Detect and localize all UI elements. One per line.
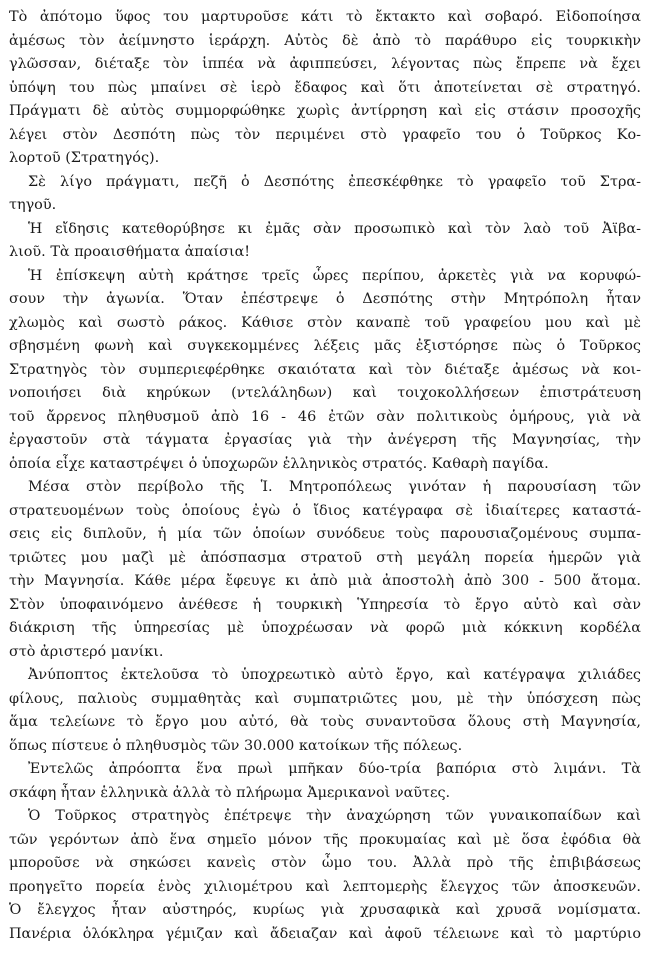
text-line: Πανέρια ὁλόκληρα γέμιζαν καὶ ἄδειαζαν καὶ ἀφοῦ τέλειωνε καὶ τὸ μαρτύριο xyxy=(9,925,641,942)
text-line: στὸ ἀριστερό μανίκι. xyxy=(9,643,164,660)
text-line: τοῦ ἄρρενος πληθυσμοῦ ἀπὸ 16 - 46 ἐτῶν σὰν πολιτικοὺς ὁμήρους, γιὰ νὰ xyxy=(9,408,641,425)
paragraph xyxy=(9,758,641,805)
text-line: σκάφη ἦταν ἑλληνικὰ ἀλλὰ τὸ πλήρωμα Ἀμερικανοὶ ναῦτες. xyxy=(9,784,451,801)
text-line: τῶν γερόντων ἀπὸ ἕνα σημεῖο μόνον τῆς προκυμαίας καὶ μὲ ὅσα ἐφόδια θὰ xyxy=(9,831,641,848)
text-line: λέγει στὸν Δεσπότη πὼς τὸν περιμένει στὸ γραφεῖο του ὁ Τοῦρκος Κο- xyxy=(9,126,641,143)
text-line: Ἐντελῶς ἀπρόοπτα ἕνα πρωὶ μπῆκαν δύο-τρία βαπόρια στὸ λιμάνι. Τὰ xyxy=(28,761,641,777)
text-line: Ἡ εἴδησις κατεθορύβησε κι ἐμᾶς σὰν προσωπικὸ καὶ τὸν λαὸ τοῦ Ἀϊβα- xyxy=(28,220,641,237)
text-line: ὁποία εἶχε καταστρέψει ὁ ὑποχωρῶν ἑλληνικὸς στρατός. Καθαρὴ παγίδα. xyxy=(9,455,549,472)
text-line: Πράγματι δὲ αὐτὸς συμμορφώθηκε χωρὶς ἀντίρρηση καὶ εἰς στάσιν προσοχῆς xyxy=(9,103,641,119)
text-line: Ὁ ἔλεγχος ἦταν αὐστηρός, κυρίως γιὰ χρυσαφικὰ καὶ χρυσᾶ νομίσματα. xyxy=(9,902,641,918)
text-line: σεις εἰς διπλοῦν, ἡ μία τῶν ὁποίων συνόδευε τοὺς παρουσιαζομένους συμπα- xyxy=(9,526,641,542)
text-line: Ἡ ἐπίσκεψη αὐτὴ κράτησε τρεῖς ὧρες περίπου, ἀρκετὲς γιὰ να κορυφώ- xyxy=(28,267,641,284)
text-line: λιοῦ. Τὰ προαισθήματα ἀπαίσια! xyxy=(9,244,251,260)
text-line: φίλους, παλιοὺς συμμαθητὰς καὶ συμπατριῶτες μου, μὲ τὴν ὑπόσχεση πὼς xyxy=(9,690,641,707)
text-line: Τὸ ἀπότομο ὕφος του μαρτυροῦσε κάτι τὸ ἔκτακτο καὶ σοβαρό. Εἰδοποίησα xyxy=(9,9,641,25)
text-line: λορτοῦ (Στρατηγός). xyxy=(9,150,160,166)
text-line: νοποιήσει διὰ κηρύκων (ντελάληδων) καὶ τοιχοκολλήσεων ἐπιστράτευση xyxy=(9,385,641,401)
text-line: Ὁ Τοῦρκος στρατηγὸς ἐπέτρεψε τὴν ἀναχώρηση τῶν γυναικοπαίδων καὶ xyxy=(28,808,641,824)
paragraph xyxy=(9,171,641,218)
text-line: ὑπόψη του πὼς μπαίνει σὲ ἱερὸ ἔδαφος καὶ ὅτι ἀποτείνεται σὲ στρατηγό. xyxy=(9,79,641,96)
paragraph xyxy=(9,6,641,171)
text-line: Στὸν ὑποφαινόμενο ἀνέθεσε ἡ τουρκικὴ Ὑπηρεσία τὸ ἔργο αὐτὸ καὶ σὰν xyxy=(9,596,641,613)
text-line: ἀμέσως τὸν ἀείμνηστο ἱεράρχη. Αὐτὸς δὲ ἀπὸ τὸ παράθυρο εἰς τουρκικὴν xyxy=(9,32,641,49)
paragraph xyxy=(9,805,641,946)
text-line: ἅμα τελείωνε τὸ ἔργο μου αὐτό, θὰ τοὺς συναντοῦσα ὅλους στὴ Μαγνησία, xyxy=(9,714,641,730)
text-line: ὅπως πίστευε ὁ πληθυσμὸς τῶν 30.000 κατοίκων τῆς πόλεως. xyxy=(9,737,463,754)
text-line: Μέσα στὸν περίβολο τῆς Ἱ. Μητροπόλεως γινόταν ἡ παρουσίαση τῶν xyxy=(28,479,641,495)
text-line: Στρατηγὸς τὸν συμπεριεφέρθηκε σκαιότατα καὶ τὸν διέταξε ἀμέσως νὰ κοι- xyxy=(9,361,641,378)
text-line: στρατευομένων τοὺς ὁποίους ἐγὼ ὁ ἴδιος κατέγραφα σὲ ἰδιαίτερες καταστά- xyxy=(9,502,641,519)
text-line: σουν τὴν ἀγωνία. Ὅταν ἐπέστρεψε ὁ Δεσπότης στὴν Μητρόπολη ἦταν xyxy=(9,291,641,307)
text-line: γλῶσσαν, διέταξε τὸν ἱππέα νὰ ἀφιππεύσει, λέγοντας πὼς ἔπρεπε νὰ ἔχει xyxy=(9,56,641,72)
text-line: σβησμένη φωνὴ καὶ συγκεκομμένες λέξεις μᾶς ἐξιστόρησε πὼς ὁ Τοῦρκος xyxy=(9,338,641,354)
paragraph xyxy=(9,265,641,477)
text-line: ἐργαστοῦν στὰ τάγματα ἐργασίας γιὰ τὴν ἀνέγερση τῆς Μαγνησίας, τὴν xyxy=(9,432,641,448)
text-line: τριῶτες μου μαζὶ μὲ ἀπόσπασμα στρατοῦ στὴ μεγάλη πορεία ἡμερῶν γιὰ xyxy=(9,549,641,566)
paragraph xyxy=(9,218,641,265)
paragraph xyxy=(9,476,641,664)
text-line: τηγοῦ. xyxy=(9,197,57,213)
text-line: Σὲ λίγο πράγματι, πεζῆ ὁ Δεσπότης ἐπεσκέφθηκε τὸ γραφεῖο τοῦ Στρα- xyxy=(28,173,641,190)
text-line: χλωμὸς καὶ σωστὸ ράκος. Κάθισε στὸν καναπὲ τοῦ γραφείου μου καὶ μὲ xyxy=(9,314,641,331)
paragraph xyxy=(9,664,641,758)
text-line: μποροῦσε νὰ σηκώσει κανεὶς στὸν ὦμο του. Ἀλλὰ πρὸ τῆς ἐπιβιβάσεως xyxy=(9,855,641,871)
text-line: διάκριση τῆς ὑπηρεσίας μὲ ὑποχρέωσαν νὰ φορῶ μιὰ κόκκινη κορδέλα xyxy=(9,620,641,636)
text-line: προηγεῖτο πορεία ἑνὸς χιλιομέτρου καὶ λεπτομερὴς ἔλεγχος τῶν ἀποσκευῶν. xyxy=(9,878,641,895)
text-line: τὴν Μαγνησία. Κάθε μέρα ἔφευγε κι ἀπὸ μιὰ ἀποστολὴ ἀπὸ 300 - 500 ἄτομα. xyxy=(9,573,641,589)
text-line: Ἀνύποπτος ἐκτελοῦσα τὸ ὑποχρεωτικὸ αὐτὸ ἔργο, καὶ κατέγραψα χιλιάδες xyxy=(28,667,641,683)
